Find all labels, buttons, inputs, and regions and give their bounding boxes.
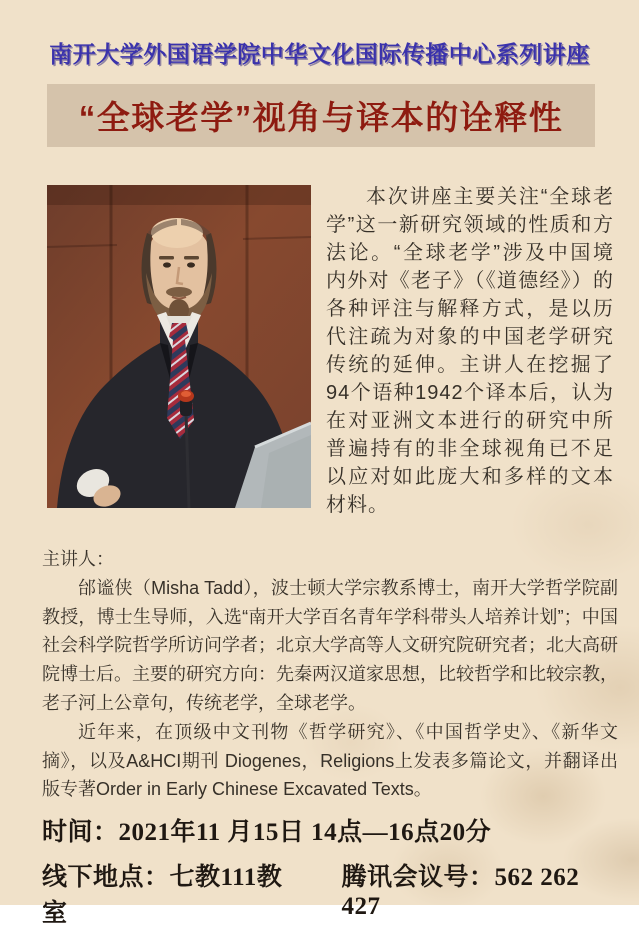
lecture-title: “全球老学”视角与译本的诠释性 [78, 99, 564, 136]
event-time: 时间：2021年11 月15日 14点—16点20分 [42, 819, 492, 846]
speaker-bio-paragraph-1: 邰谧侠（Misha Tadd），波士顿大学宗教系博士，南开大学哲学院副教授，博士生导师，入选“南开大学百名青年学科带头人培养计划”；中国社会科学院哲学所访问学者；北京大学高等人文研究院研究者；北大高研院博士后。主要的研究方向：先秦两汉道家思想，比较哲学和比较宗教，老子河上公章句，传统老学，全球老学。 [42, 577, 618, 713]
series-title: 南开大学外国语学院中华文化国际传播中心系列讲座 [49, 41, 590, 67]
speaker-photo [47, 185, 311, 508]
speaker-bio-paragraph-2: 近年来，在顶级中文刊物《哲学研究》、《中国哲学史》、《新华文摘》，以及A&HCI期刊 Diogenes，Religions上发表多篇论文，并翻译出版专著Order in Early Chinese Excavated Texts。 [42, 721, 618, 800]
speaker-section [42, 545, 618, 804]
event-location: 线下地点：七教111教室 [42, 864, 283, 927]
meeting-id: 腾讯会议号：562 262 427 [341, 864, 580, 920]
event-location-row [42, 857, 612, 929]
lecture-title-band [47, 84, 595, 147]
event-details [42, 812, 612, 929]
lecture-abstract: 本次讲座主要关注“全球老学”这一新研究领域的性质和方法论。“全球老学”涉及中国境内外对《老子》（《道德经》）的各种评注与解释方式，是以历代注疏为对象的中国老学研究传统的延伸。主讲人在挖掘了 94个语种1942个译本后，认为在对亚洲文本进行的研究中所普遍持有的非全球视角已不足以应对如此庞大和多样的文本材料。 [326, 186, 614, 516]
speaker-label: 主讲人： [42, 549, 114, 569]
